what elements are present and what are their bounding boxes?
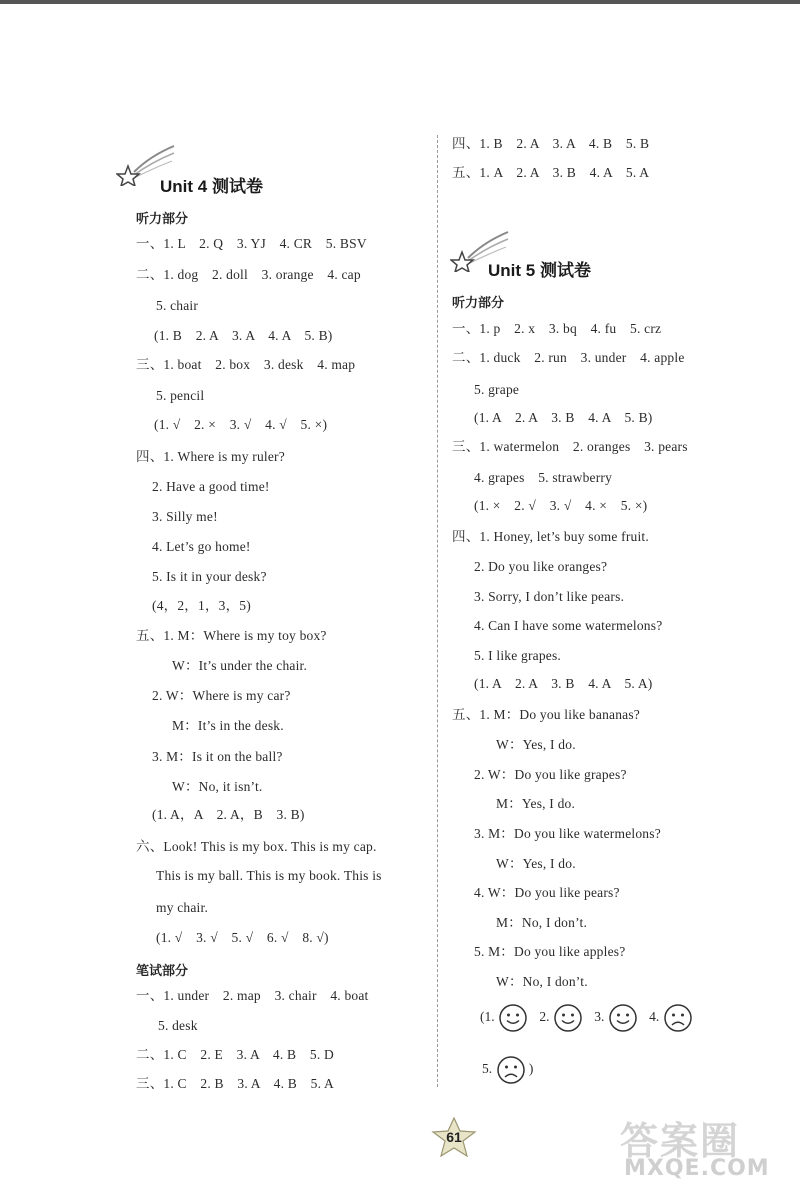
answer-line: 2. W：Where is my car? [152,688,291,703]
answer-line: W：Yes, I do. [496,856,576,871]
answer-line: 4. W：Do you like pears? [474,885,620,900]
answer-line: 2. W：Do you like grapes? [474,767,627,782]
faces-open-label: (1. [480,1009,495,1025]
smiley-happy-icon [553,1003,583,1033]
answer-line: 四、1. Honey, let’s buy some fruit. [452,529,649,544]
answer-line: 五、1. A 2. A 3. B 4. A 5. A [452,165,650,180]
answer-line: 2. Have a good time! [152,479,270,494]
smiley-happy-icon [608,1003,638,1033]
answer-line: 三、1. C 2. B 3. A 4. B 5. A [136,1076,334,1091]
answer-line: (1. √ 2. × 3. √ 4. √ 5. ×) [154,417,328,432]
listening-section-head: 听力部分 [136,211,189,226]
answer-line: 5. grape [474,382,520,397]
faces-row-1 [480,1003,693,1039]
answer-line: 五、1. M：Where is my toy box? [136,628,327,643]
answer-line: 二、1. C 2. E 3. A 4. B 5. D [136,1047,334,1062]
writing-section-head: 笔试部分 [136,963,189,978]
answer-line: 二、1. duck 2. run 3. under 4. apple [452,350,685,365]
page-number: 61 [446,1129,462,1145]
faces-num-5: 5. [482,1061,493,1077]
answer-line: 4. grapes 5. strawberry [474,470,613,485]
answer-line: 四、1. Where is my ruler? [136,449,285,464]
answer-line: 5. desk [158,1018,198,1033]
answer-line: 3. M：Is it on the ball? [152,749,283,764]
answer-line: (1. √ 3. √ 5. √ 6. √ 8. √) [156,930,329,945]
answer-line: 2. Do you like oranges? [474,559,608,574]
answer-line: 二、1. dog 2. doll 3. orange 4. cap [136,267,361,282]
faces-close: ) [528,1061,534,1077]
smiley-sad-icon [496,1055,526,1085]
answer-line: 三、1. boat 2. box 3. desk 4. map [136,357,356,372]
answer-line: 4. Let’s go home! [152,539,251,554]
answer-line: 一、1. p 2. x 3. bq 4. fu 5. crz [452,321,662,336]
watermark [620,1110,795,1185]
answer-line: M：It’s in the desk. [172,718,284,733]
faces-row-2 [482,1055,533,1091]
answer-line: 5. M：Do you like apples? [474,944,626,959]
unit-5-title: Unit 5 测试卷 [488,261,591,280]
answer-line: This is my ball. This is my book. This is [156,868,382,883]
answer-line: 五、1. M：Do you like bananas? [452,707,640,722]
answer-line: (4，2，1，3，5) [152,598,251,613]
answer-line: 4. Can I have some watermelons? [474,618,663,633]
answer-line: 5. pencil [156,388,205,403]
top-rule [0,0,800,4]
faces-num-3: 3. [594,1009,605,1025]
unit-4-title: Unit 4 测试卷 [160,177,263,196]
answer-line: M：No, I don’t. [496,915,588,930]
answer-line: 3. Silly me! [152,509,218,524]
answer-line: W：No, I don’t. [496,974,588,989]
smiley-sad-icon [663,1003,693,1033]
answer-line: (1. × 2. √ 3. √ 4. × 5. ×) [474,498,648,513]
faces-num-2: 2. [539,1009,550,1025]
answer-line: M：Yes, I do. [496,796,576,811]
answer-line: 5. chair [156,298,199,313]
answer-line: (1. A 2. A 3. B 4. A 5. A) [474,676,653,691]
watermark-bottom-text: MXQE.COM [624,1156,770,1181]
answer-line: 5. Is it in your desk? [152,569,267,584]
listening-section-head: 听力部分 [452,295,505,310]
answer-line: (1. A 2. A 3. B 4. A 5. B) [474,410,653,425]
answer-line: W：No, it isn’t. [172,779,263,794]
page-number-badge [430,1117,478,1157]
answer-line: 5. I like grapes. [474,648,561,663]
answer-line: 四、1. B 2. A 3. A 4. B 5. B [452,136,650,151]
watermark-top-text: 答案圈 [620,1119,741,1163]
answer-line: 3. M：Do you like watermelons? [474,826,661,841]
column-divider [437,135,438,1087]
faces-num-4: 4. [649,1009,660,1025]
answer-line: 一、1. under 2. map 3. chair 4. boat [136,988,369,1003]
answer-line: W：Yes, I do. [496,737,576,752]
answer-line: 3. Sorry, I don’t like pears. [474,589,625,604]
smiley-happy-icon [498,1003,528,1033]
answer-line: 一、1. L 2. Q 3. YJ 4. CR 5. BSV [136,236,367,251]
answer-line: 六、Look! This is my box. This is my cap. [136,839,377,854]
answer-line: W：It’s under the chair. [172,658,308,673]
answer-line: (1. A，A 2. A，B 3. B) [152,807,305,822]
answer-line: (1. B 2. A 3. A 4. A 5. B) [154,328,333,343]
answer-line: my chair. [156,900,209,915]
answer-line: 三、1. watermelon 2. oranges 3. pears [452,439,688,454]
